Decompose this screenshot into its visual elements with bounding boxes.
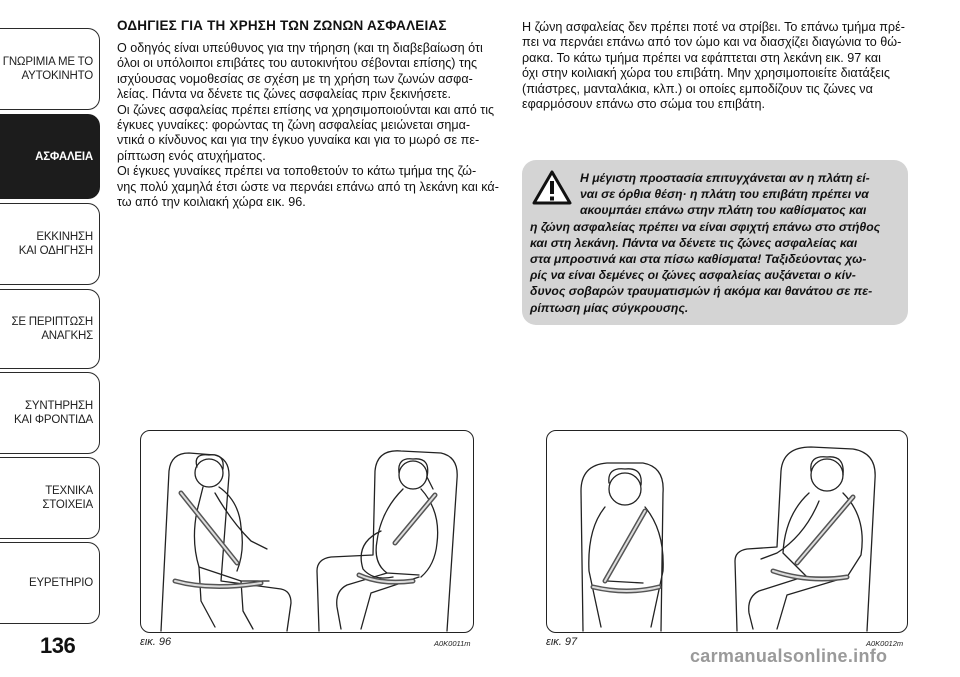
text-line: λείας. Πάντα να δένετε τις ζώνες ασφαλείας πριν ξεκινήσετε. bbox=[117, 87, 451, 102]
tab-label: ΚΑΙ ΦΡΟΝΤΙΔΑ bbox=[14, 414, 93, 426]
warning-line: δυνος σοβαρών τραυματισμών ή ακόμα και θανάτου σε πε- bbox=[530, 284, 873, 299]
warning-line: ναι σε όρθια θέση· η πλάτη του επιβάτη πρέπει να bbox=[580, 187, 869, 202]
watermark: carmanualsonline.info bbox=[690, 646, 888, 666]
tab-safety[interactable] bbox=[0, 114, 100, 199]
text-line: Οι ζώνες ασφαλείας πρέπει επίσης να χρησιμοποιούνται και από τις bbox=[117, 102, 495, 117]
illustration-pregnant-woman bbox=[141, 431, 474, 633]
figure-96-caption: εικ. 96 bbox=[140, 636, 172, 648]
text-line: όλοι οι υπόλοιποι επιβάτες του αυτοκινήτου σέβονται επίσης) της bbox=[117, 56, 478, 71]
tab-index[interactable] bbox=[0, 542, 100, 624]
figure-97-correct-seatbelt bbox=[546, 430, 908, 633]
page-number: 136 bbox=[40, 633, 76, 658]
tab-label: ΑΣΦΑΛΕΙΑ bbox=[35, 150, 93, 163]
warning-line: στα μπροστινά και στα πίσω καθίσματα! Ταξιδεύοντας χω- bbox=[530, 252, 867, 267]
text-line: Οι έγκυες γυναίκες πρέπει να τοποθετούν το κάτω τμήμα της ζώ- bbox=[117, 164, 477, 179]
text-line: Ο οδηγός είναι υπεύθυνος για την τήρηση (και τη διαβεβαίωση ότι bbox=[117, 41, 483, 55]
tab-label: ΑΝΑΓΚΗΣ bbox=[41, 330, 93, 342]
figure-97-code: A0K0012m bbox=[866, 639, 904, 648]
tab-label: ΣΥΝΤΗΡΗΣΗ bbox=[24, 400, 93, 412]
tab-starting-driving[interactable] bbox=[0, 203, 100, 285]
text-line: ρακα. Το κάτω τμήμα πρέπει να εφάπτεται στη λεκάνη εικ. 97 και bbox=[522, 50, 881, 65]
warning-line: ρίπτωση μίας σύγκρουσης. bbox=[530, 300, 689, 315]
text-line: τω από την κοιλιακή χώρα εικ. 96. bbox=[117, 195, 306, 210]
figure-96-pregnant-seatbelt bbox=[140, 430, 474, 633]
warning-line: και στη λεκάνη. Πάντα να δένετε τις ζώνες ασφαλείας και bbox=[530, 235, 858, 250]
tab-emergency[interactable] bbox=[0, 289, 100, 369]
tab-label: ΕΥΡΕΤΗΡΙΟ bbox=[28, 577, 93, 589]
warning-line: η ζώνη ασφαλείας πρέπει να είναι σφιχτή επάνω στο στήθος bbox=[530, 219, 881, 234]
warning-line: ακουμπάει επάνω στην πλάτη του καθίσματος και bbox=[580, 203, 867, 218]
tab-label: ΕΚΚΙΝΗΣΗ bbox=[36, 231, 93, 243]
right-column-text bbox=[522, 20, 908, 112]
text-line: έγκυες γυναίκες: φορώντας τη ζώνη ασφαλείας μειώνεται σημα- bbox=[117, 118, 471, 133]
section-heading: ΟΔΗΓΙΕΣ ΓΙΑ ΤΗ ΧΡΗΣΗ ΤΩΝ ΖΩΝΩΝ ΑΣΦΑΛΕΙΑΣ bbox=[117, 18, 447, 33]
figure-97-caption: εικ. 97 bbox=[546, 636, 578, 648]
warning-line: ρίς να είναι δεμένες οι ζώνες ασφαλείας αυξάνεται ο κίν- bbox=[530, 268, 856, 283]
tab-technical-data[interactable] bbox=[0, 457, 100, 539]
illustration-front-occupants bbox=[547, 431, 908, 633]
text-line: εφαρμόσουν επάνω στο σώμα του επιβάτη. bbox=[522, 97, 765, 112]
tab-label: ΚΑΙ ΟΔΗΓΗΣΗ bbox=[18, 245, 93, 257]
warning-line: Η μέγιστη προστασία επιτυγχάνεται αν η πλάτη εί- bbox=[580, 171, 870, 185]
text-line: Η ζώνη ασφαλείας δεν πρέπει ποτέ να στρίβει. Το επάνω τμήμα πρέ- bbox=[522, 20, 905, 34]
text-line: όχι στην κοιλιακή χώρα του επιβάτη. Μην χρησιμοποιείτε διατάξεις bbox=[522, 66, 890, 81]
warning-text bbox=[530, 170, 898, 316]
tab-maintenance[interactable] bbox=[0, 372, 100, 454]
tab-label: ΣΕ ΠΕΡΙΠΤΩΣΗ bbox=[11, 316, 93, 328]
text-line: ισχύουσας νομοθεσίας σε σχέση με τη χρήση των ζωνών ασφα- bbox=[117, 71, 473, 86]
tab-label: ΤΕΧΝΙΚΑ bbox=[45, 485, 93, 497]
text-line: νης πολύ χαμηλά έτσι ώστε να περνάει επάνω από τη λεκάνη και κά- bbox=[117, 179, 499, 194]
text-line: (πιάστρες, μανταλάκια, κλπ.) οι οποίες εμποδίζουν τις ζώνες να bbox=[522, 81, 873, 96]
tab-getting-to-know[interactable] bbox=[0, 28, 100, 110]
figure-96-code: A0K0011m bbox=[434, 639, 471, 648]
tab-label: ΣΤΟΙΧΕΙΑ bbox=[42, 499, 93, 511]
text-line: πει να περνάει επάνω από τον ώμο και να διασχίζει διαγώνια το θώ- bbox=[522, 35, 902, 50]
tab-label: ΓΝΩΡΙΜΙΑ ΜΕ ΤΟ bbox=[2, 56, 93, 68]
text-line: ντικά ο κίνδυνος και για την έγκυο γυναίκα και για το μωρό σε πε- bbox=[117, 133, 480, 148]
left-column-text bbox=[117, 41, 503, 210]
tab-label: ΑΥΤΟΚΙΝΗΤΟ bbox=[21, 70, 93, 82]
text-line: ρίπτωση ενός ατυχήματος. bbox=[117, 148, 266, 163]
